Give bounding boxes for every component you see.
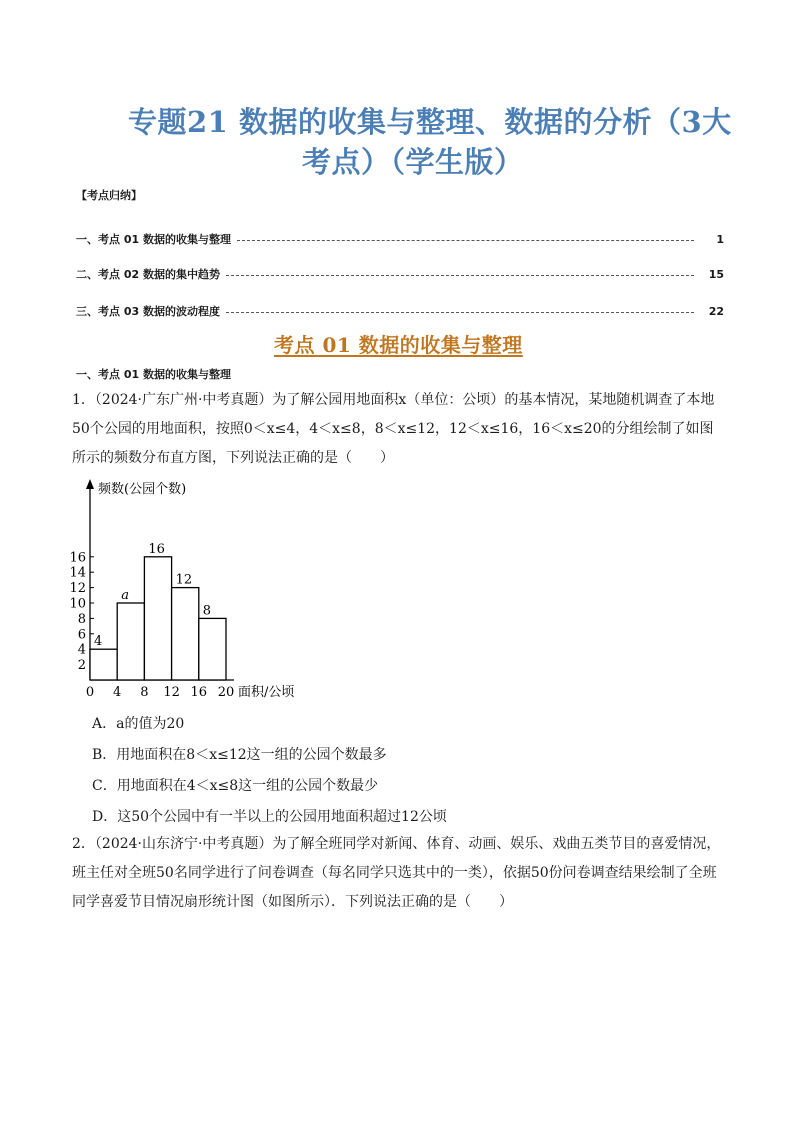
document-title-line-1: 专题21 数据的收集与整理、数据的分析（3大: [128, 105, 732, 139]
toc-heading: 【考点归纳】: [76, 189, 142, 202]
x-tick-label: 16: [190, 685, 208, 700]
option-d[interactable]: D．这50个公园中有一半以上的公园用地面积超过12公顷: [92, 809, 447, 825]
bar-data-label: a: [121, 588, 129, 603]
y-tick-label: 14: [69, 565, 86, 581]
toc-page-number: 1: [716, 232, 724, 246]
toc-page-number: 15: [708, 267, 724, 281]
document-title-line-2: 考点）（学生版）: [302, 145, 524, 179]
histogram-bar: [172, 588, 199, 680]
y-axis-title: 频数(公园个数): [98, 482, 187, 497]
x-tick-label: 8: [140, 685, 149, 700]
toc-item-label: 一、考点 01 数据的收集与整理: [76, 233, 231, 246]
bar-data-label: 4: [94, 634, 103, 650]
toc-leader-dots: [237, 240, 694, 241]
histogram-bar: [199, 618, 226, 680]
bar-data-label: 8: [202, 603, 212, 619]
y-tick-label: 12: [69, 581, 86, 597]
bar-data-label: 12: [175, 572, 193, 588]
toc-page-number: 22: [708, 304, 724, 318]
x-tick-label: 4: [113, 685, 122, 700]
toc-leader-dots: [226, 312, 694, 313]
histogram-bar: [90, 649, 117, 680]
section-title: 考点 01 数据的收集与整理: [274, 333, 523, 357]
bar-data-label: 16: [148, 541, 165, 557]
histogram-chart: [60, 475, 320, 705]
y-tick-label: 4: [77, 642, 86, 658]
toc-item-label: 三、考点 03 数据的波动程度: [76, 305, 220, 318]
toc-item-label: 二、考点 02 数据的集中趋势: [76, 268, 220, 281]
toc-item-2[interactable]: [76, 266, 724, 282]
question-2-text: 2．（2024·山东济宁·中考真题）为了解全班同学对新闻、体育、动画、娱乐、戏曲五类节目的喜爱情况，班主任对全班50名同学进行了问卷调查（每名同学只选其中的一类），依据50份问卷调查结果绘制了全班同学喜爱节目情况扇形统计图（如图所示）．下列说法正确的是（ ）: [72, 836, 721, 910]
toc-item-3[interactable]: [76, 303, 724, 319]
toc-item-1[interactable]: [76, 231, 724, 247]
histogram-bar: [144, 557, 171, 680]
y-tick-label: 6: [77, 627, 86, 643]
y-tick-label: 2: [77, 658, 86, 674]
option-c[interactable]: C．用地面积在4＜x≤8这一组的公园个数最少: [92, 778, 379, 794]
question-1-text: 1．（2024·广东广州·中考真题）为了解公园用地面积x（单位：公顷）的基本情况，某地随机调查了本地50个公园的用地面积，按照0＜x≤4，4＜x≤8，8＜x≤12，12＜x≤16，16＜x≤20的分组绘制了如图所示的频数分布直方图，下列说法正确的是（ ）: [72, 392, 715, 466]
x-tick-label: 20: [217, 685, 235, 700]
x-axis-title: 面积/公顷: [238, 685, 295, 700]
toc-leader-dots: [226, 275, 694, 276]
y-tick-label: 10: [69, 596, 86, 612]
y-axis-arrow: [86, 479, 94, 489]
section-subheading: 一、考点 01 数据的收集与整理: [76, 368, 231, 381]
option-a[interactable]: A．a的值为20: [92, 716, 185, 732]
x-tick-label: 0: [85, 685, 95, 700]
histogram-bar: [117, 603, 144, 680]
y-tick-label: 16: [69, 550, 86, 566]
option-b[interactable]: B．用地面积在8＜x≤12这一组的公园个数最多: [92, 747, 387, 763]
x-tick-label: 12: [163, 685, 180, 700]
y-tick-label: 8: [77, 611, 86, 627]
